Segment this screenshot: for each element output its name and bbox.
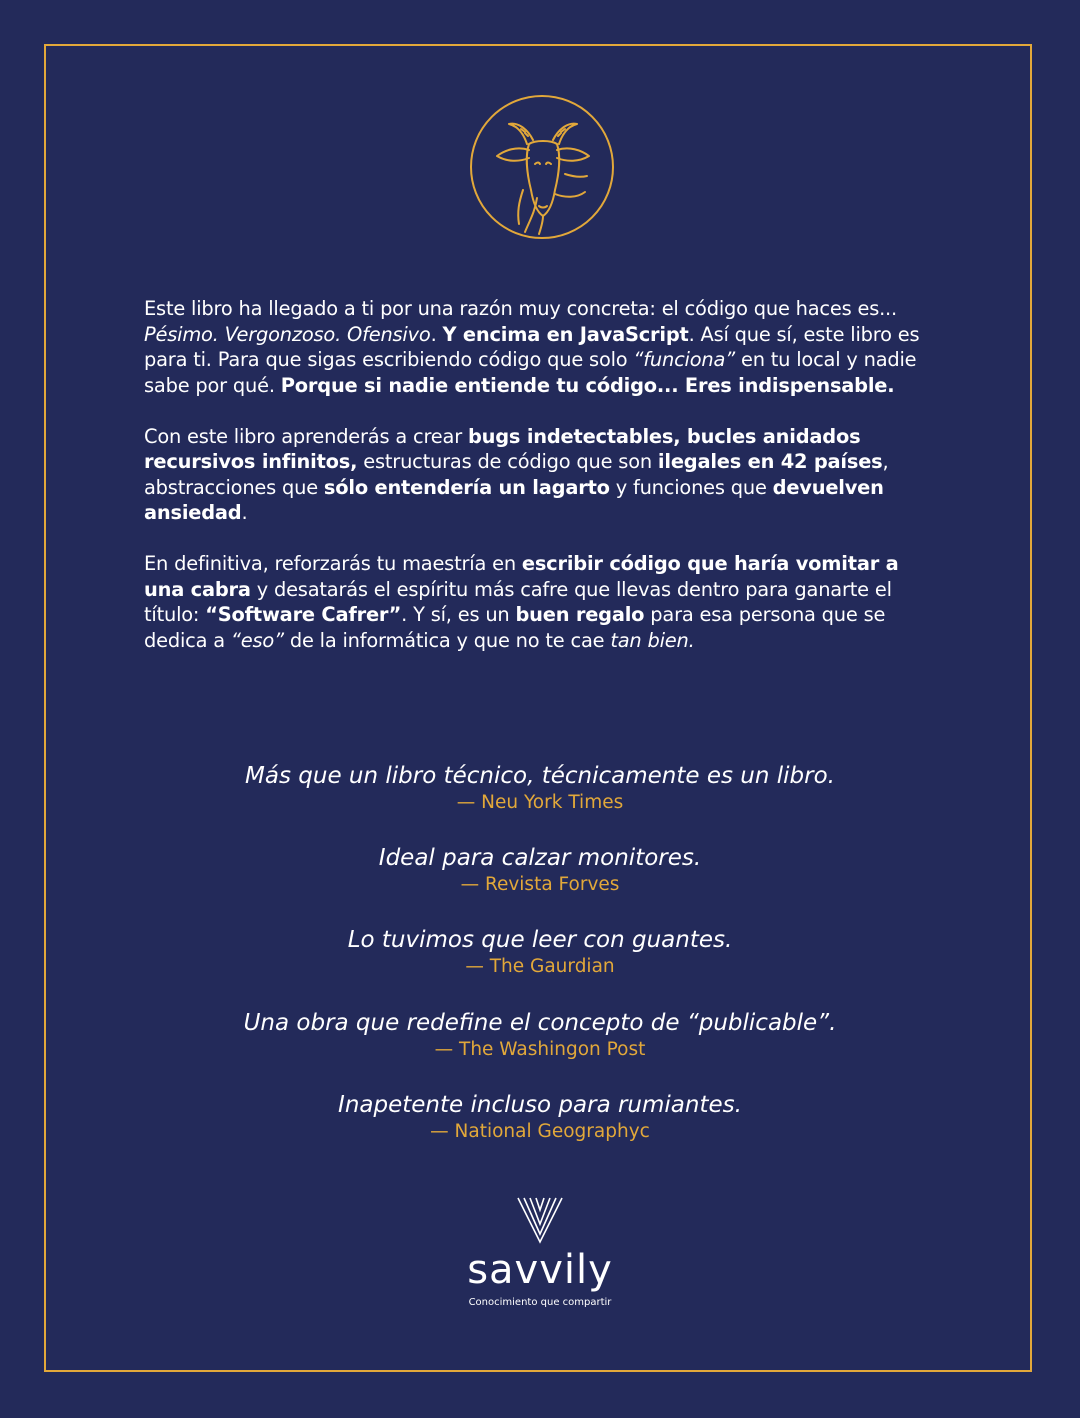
book-description [144, 296, 944, 679]
description-paragraph-1: Este libro ha llegado a ti por una razón muy concreta: el código que haces es... Pésimo. Vergonzoso. Ofensivo. Y encima en JavaScript. Así que sí, este libro es para ti. Para que sigas escribiendo código que solo “funciona” en tu local y nadie sabe por qué. Porque si nadie entiende tu código... Eres indispensable. [144, 297, 920, 397]
gold-border-frame [44, 44, 1032, 1372]
review-text: Lo tuvimos que leer con guantes. [347, 927, 733, 954]
review-text: Ideal para calzar monitores. [378, 845, 702, 872]
review-source: — National Geographyc [430, 1120, 650, 1142]
description-paragraph-2: Con este libro aprenderás a crear bugs indetectables, bucles anidados recursivos infinitos, estructuras de código que son ilegales en 42 países, abstracciones que sólo entendería un lagarto y funciones que devuelven ansiedad. [144, 424, 889, 524]
review-quote [44, 925, 1036, 1007]
brand-tagline: Conocimiento que compartir [468, 1297, 612, 1308]
brand-name: savvily [467, 1247, 613, 1293]
review-quote [44, 761, 1036, 843]
review-source: — The Gaurdian [465, 956, 615, 978]
savvily-v-logo-icon [516, 1196, 564, 1244]
savvily-logo [440, 1196, 640, 1310]
review-text: Una obra que redefine el concepto de “publicable”. [243, 1009, 837, 1036]
goat-head-icon [469, 94, 615, 240]
review-source: — The Washingon Post [434, 1038, 646, 1060]
review-text: Más que un libro técnico, técnicamente es un libro. [245, 763, 835, 789]
review-source: — Neu York Times [456, 792, 624, 813]
review-quote [44, 1090, 1036, 1172]
review-text: Inapetente incluso para rumiantes. [338, 1091, 742, 1118]
review-quote [44, 1008, 1036, 1090]
review-source: — Revista Forves [460, 874, 620, 896]
press-reviews [44, 761, 1036, 1172]
description-paragraph-3: En definitiva, reforzarás tu maestría en escribir código que haría vomitar a una cabra y desatarás el espíritu más cafre que llevas dentro para ganarte el título: “Software Cafrer”. Y sí, es un buen regalo para esa persona que se dedica a “eso” de la informática y que no te cae tan bien. [144, 552, 899, 652]
review-quote [44, 843, 1036, 925]
